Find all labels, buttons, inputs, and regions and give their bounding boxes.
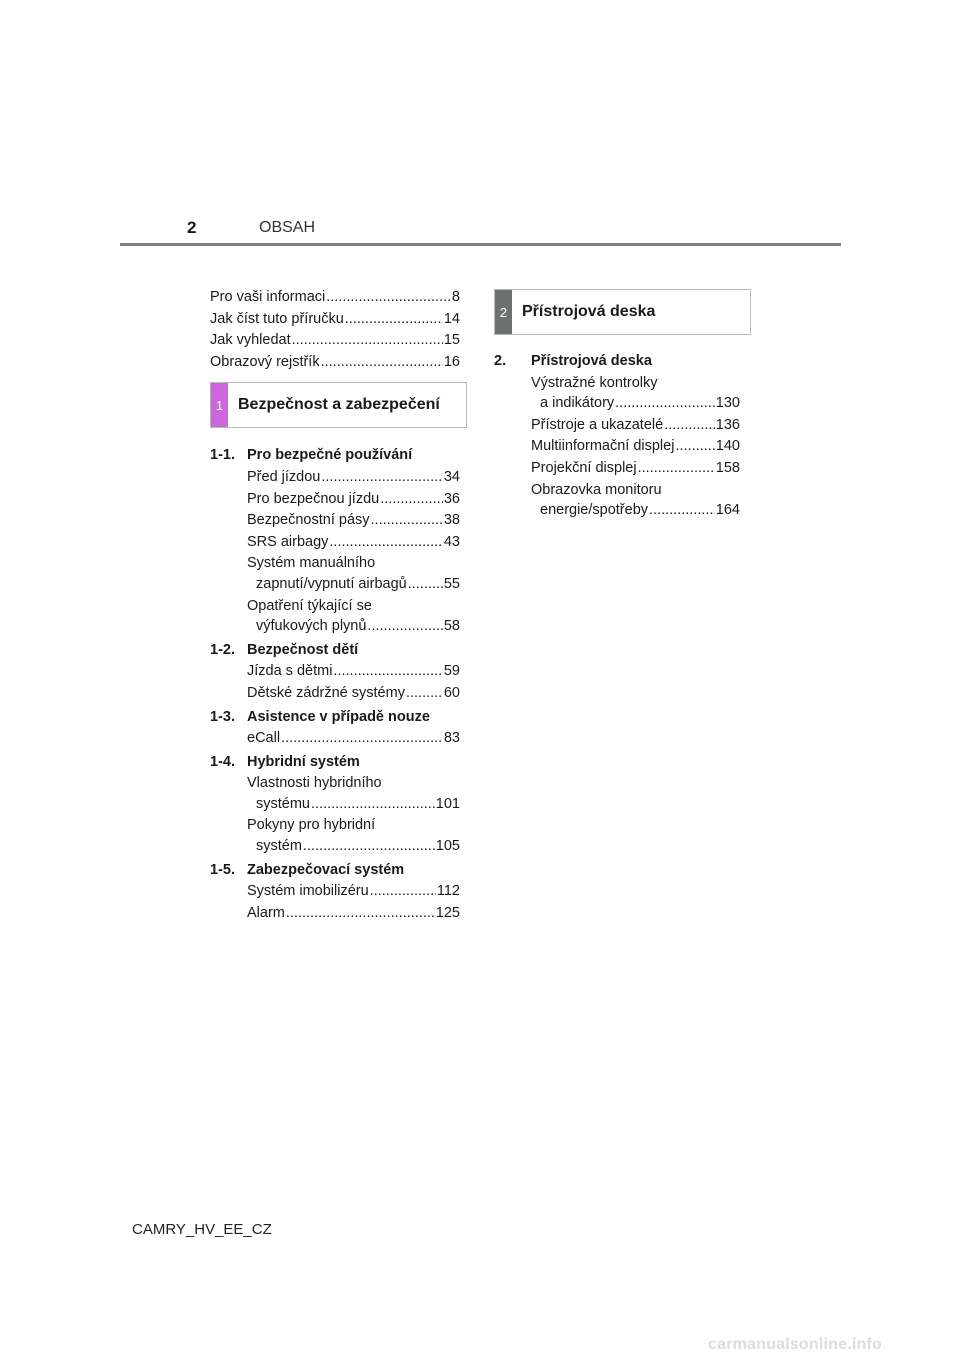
- toc-entry[interactable]: [494, 415, 750, 437]
- toc-entry-label: výfukových plynů: [256, 618, 367, 635]
- toc-entry-page: 59: [443, 663, 460, 680]
- toc-entry[interactable]: [210, 330, 460, 352]
- toc-entry-page: 14: [443, 310, 460, 327]
- toc-entry-page: 15: [443, 332, 460, 349]
- toc-entry[interactable]: [210, 683, 460, 705]
- toc-right-column: [494, 289, 750, 522]
- toc-entry-page: 58: [443, 618, 460, 635]
- toc-entry-label: Přístroje a ukazatelé: [531, 416, 664, 433]
- toc-entry[interactable]: [210, 489, 460, 511]
- toc-entry-page: 158: [715, 459, 740, 476]
- toc-entry[interactable]: [494, 458, 750, 480]
- toc-entry-page: 164: [715, 502, 740, 519]
- toc-entry-label: Multiinformační displej: [531, 438, 675, 455]
- toc-entry[interactable]: [210, 467, 460, 489]
- leader-dots: [303, 836, 435, 858]
- toc-entry-label-line1: Opatření týkající se: [247, 597, 372, 614]
- document-code: CAMRY_HV_EE_CZ: [132, 1221, 272, 1238]
- toc-entry[interactable]: [210, 309, 460, 331]
- toc-entry-label: a indikátory: [540, 395, 615, 412]
- leader-dots: [311, 794, 435, 816]
- leader-dots: [333, 661, 442, 683]
- toc-entry-page: 125: [435, 904, 460, 921]
- chapter-title: Přístrojová deska: [531, 353, 652, 369]
- toc-entry[interactable]: [210, 510, 460, 532]
- leader-dots: [326, 287, 451, 309]
- chapter-code: 1-1.: [210, 447, 235, 464]
- toc-entry-label: Jízda s dětmi: [247, 663, 333, 680]
- toc-entry-label: Před jízdou: [247, 468, 321, 485]
- leader-dots: [321, 352, 443, 374]
- section-2-content: [494, 351, 750, 522]
- toc-entry[interactable]: [210, 553, 460, 595]
- leader-dots: [408, 574, 443, 596]
- toc-entry-label: zapnutí/vypnutí airbagů: [256, 575, 407, 592]
- toc-entry-label: systému: [256, 795, 310, 812]
- toc-entry[interactable]: [210, 596, 460, 638]
- leader-dots: [615, 393, 715, 415]
- chapter-code: 1-5.: [210, 861, 235, 878]
- header-divider: [120, 243, 841, 246]
- toc-entry-label: systém: [256, 838, 302, 855]
- toc-entry-label: SRS airbagy: [247, 533, 329, 550]
- toc-entry-label: Pro vaši informaci: [210, 289, 326, 305]
- section-1-number: 1: [211, 383, 228, 427]
- section-1-title: Bezpečnost a zabezpečení: [238, 396, 440, 414]
- chapter-heading[interactable]: [210, 640, 460, 662]
- toc-entry[interactable]: [210, 287, 460, 309]
- toc-entry-page: 43: [443, 533, 460, 550]
- toc-entry-page: 101: [435, 795, 460, 812]
- section-1-header[interactable]: [210, 382, 467, 428]
- toc-entry-page: 8: [451, 289, 460, 305]
- toc-entry-page: 34: [443, 468, 460, 485]
- leader-dots: [321, 467, 443, 489]
- toc-entry[interactable]: [210, 532, 460, 554]
- toc-entry-label: Systém imobilizéru: [247, 883, 369, 900]
- toc-entry-page: 60: [443, 684, 460, 701]
- toc-entry-page: 16: [443, 353, 460, 370]
- watermark: carmanualsonline.info: [708, 1336, 883, 1353]
- toc-entry[interactable]: [210, 661, 460, 683]
- chapter-title: Bezpečnost dětí: [247, 641, 359, 658]
- toc-entry-label-line1: Výstražné kontrolky: [531, 374, 658, 391]
- toc-entry-page: 140: [715, 438, 740, 455]
- leader-dots: [286, 903, 435, 925]
- toc-entry[interactable]: [494, 373, 750, 415]
- toc-entry[interactable]: [210, 773, 460, 815]
- leader-dots: [371, 510, 443, 532]
- leader-dots: [638, 458, 715, 480]
- leader-dots: [281, 728, 443, 750]
- leader-dots: [292, 330, 443, 352]
- section-2-title: Přístrojová deska: [522, 303, 656, 320]
- section-2-header[interactable]: [494, 289, 751, 335]
- chapter-heading[interactable]: [210, 752, 460, 774]
- leader-dots: [675, 436, 714, 458]
- toc-entry-label: Jak číst tuto příručku: [210, 310, 344, 327]
- section-1-content: [210, 445, 460, 924]
- leader-dots: [380, 489, 443, 511]
- chapter-title: Pro bezpečné používání: [247, 447, 413, 464]
- chapter-title: Zabezpečovací systém: [247, 861, 405, 878]
- toc-entry-label: Projekční displej: [531, 459, 637, 476]
- toc-entry-label-line1: Systém manuálního: [247, 555, 376, 572]
- toc-entry-page: 36: [443, 490, 460, 507]
- toc-entry-label: Alarm: [247, 904, 285, 921]
- toc-entry-page: 105: [435, 838, 460, 855]
- leader-dots: [649, 500, 715, 522]
- toc-entry-label: Pro bezpečnou jízdu: [247, 490, 380, 507]
- intro-list: [210, 287, 460, 373]
- toc-entry[interactable]: [210, 881, 460, 903]
- chapter-heading[interactable]: [210, 860, 460, 882]
- toc-entry-page: 83: [443, 730, 460, 747]
- toc-entry[interactable]: [210, 815, 460, 857]
- toc-entry-page: 55: [443, 575, 460, 592]
- chapter-code: 2.: [494, 353, 507, 369]
- toc-entry[interactable]: [210, 728, 460, 750]
- page-number: 2: [187, 218, 197, 237]
- chapter-heading[interactable]: [210, 445, 460, 467]
- toc-entry[interactable]: [210, 903, 460, 925]
- leader-dots: [345, 309, 443, 331]
- toc-entry-label: energie/spotřeby: [540, 502, 649, 519]
- toc-entry-label: Jak vyhledat: [210, 332, 291, 349]
- toc-entry-label: Bezpečnostní pásy: [247, 512, 370, 529]
- chapter-heading[interactable]: [210, 707, 460, 729]
- chapter-heading[interactable]: [494, 351, 750, 373]
- toc-entry-label: Obrazový rejstřík: [210, 353, 320, 370]
- toc-entry-label-line1: Pokyny pro hybridní: [247, 817, 376, 834]
- leader-dots: [664, 415, 715, 437]
- section-2-number: 2: [495, 290, 512, 334]
- leader-dots: [370, 881, 436, 903]
- toc-entry-label: eCall: [247, 730, 281, 747]
- chapter-code: 1-2.: [210, 641, 235, 658]
- toc-entry-page: 112: [436, 883, 460, 900]
- toc-entry-page: 130: [715, 395, 740, 412]
- toc-entry-label: Dětské zádržné systémy: [247, 684, 405, 701]
- toc-entry-label-line1: Obrazovka monitoru: [531, 481, 662, 498]
- leader-dots: [406, 683, 443, 705]
- toc-entry-page: 136: [715, 416, 740, 433]
- chapter-title: Asistence v případě nouze: [247, 708, 430, 725]
- page-title: OBSAH: [259, 219, 316, 236]
- chapter-code: 1-3.: [210, 708, 235, 725]
- leader-dots: [367, 616, 442, 638]
- toc-left-column: [210, 287, 460, 924]
- toc-entry-page: 38: [443, 512, 460, 529]
- toc-entry[interactable]: [210, 352, 460, 374]
- leader-dots: [329, 532, 442, 554]
- toc-entry[interactable]: [494, 480, 750, 522]
- chapter-code: 1-4.: [210, 753, 235, 770]
- toc-entry-label-line1: Vlastnosti hybridního: [247, 775, 382, 792]
- chapter-title: Hybridní systém: [247, 753, 360, 770]
- toc-entry[interactable]: [494, 436, 750, 458]
